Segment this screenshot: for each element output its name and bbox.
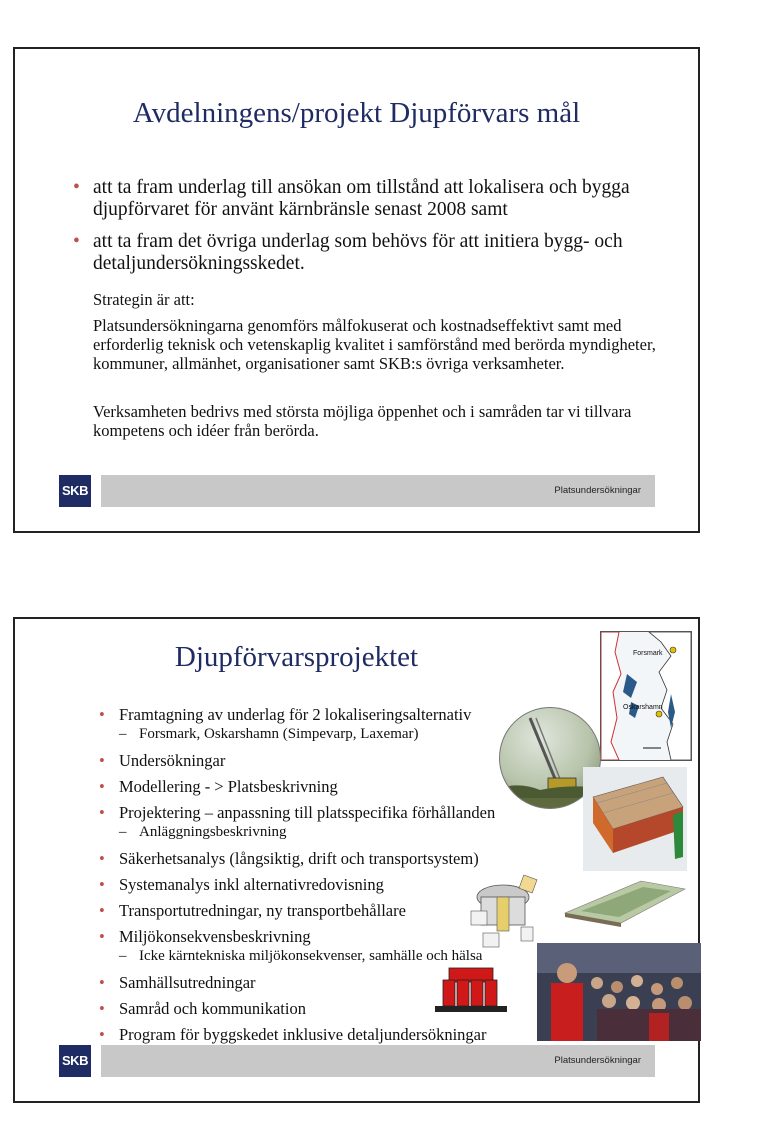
slide-2-title: Djupförvarsprojektet — [174, 641, 419, 673]
slide-1-bullet — [73, 231, 663, 275]
paragraph-2: Verksamheten bedrivs med största möjliga öppenhet och i samråden tar vi tillvara kompetens och idéer från berörda. — [93, 402, 632, 440]
map-label-oskarshamn: Oskarshamn — [623, 704, 663, 711]
bullet-dot-icon: • — [99, 973, 105, 992]
canister-handling-illustration — [463, 867, 549, 951]
bullet-dot-icon: • — [99, 1025, 105, 1044]
list-item — [99, 1025, 559, 1044]
list-item — [99, 751, 559, 770]
dash-icon: – — [119, 824, 127, 840]
footer-text: Platsundersökningar — [554, 1055, 641, 1066]
bullet-dot-icon: • — [99, 901, 105, 920]
bullet-dot-icon: • — [99, 777, 105, 796]
slide-1-bullet-list — [73, 177, 663, 285]
bullet-text: Forsmark, Oskarshamn (Simpevarp, Laxemar) — [139, 726, 419, 742]
bullet-text: att ta fram det övriga underlag som behövs för att initiera bygg- och detaljundersökningsskedet. — [93, 231, 623, 274]
sweden-map-image — [600, 631, 692, 761]
bullet-dot-icon: • — [99, 705, 105, 724]
bullet-text: Modellering - > Platsbeskrivning — [119, 777, 338, 796]
bullet-text: Framtagning av underlag för 2 lokaliseringsalternativ — [119, 705, 472, 724]
bullet-text: Säkerhetsanalys (långsiktig, drift och transportsystem) — [119, 849, 479, 868]
slide-1-title: Avdelningens/projekt Djupförvars mål — [132, 97, 581, 129]
map-label-forsmark: Forsmark — [633, 650, 663, 657]
bullet-dot-icon: • — [99, 751, 105, 770]
bullet-dot-icon: • — [99, 999, 105, 1018]
bullet-dot-icon: • — [99, 803, 105, 822]
list-item — [99, 777, 559, 796]
bullet-text: Systemanalys inkl alternativredovisning — [119, 875, 384, 894]
bullet-text: att ta fram underlag till ansökan om tillstånd att lokalisera och bygga djupförvaret för använt kärnbränsle senast 2008 samt — [93, 177, 630, 220]
bullet-dot-icon: • — [99, 927, 105, 946]
dash-icon: – — [119, 726, 127, 742]
geological-model-image — [583, 767, 687, 871]
slide-2 — [13, 617, 700, 1103]
bullet-dot-icon: • — [99, 849, 105, 868]
list-item — [99, 705, 559, 724]
bullet-text: Icke kärntekniska miljökonsekvenser, samhälle och hälsa — [139, 948, 483, 964]
bullet-text: Anläggningsbeskrivning — [139, 824, 287, 840]
bullet-text: Program för byggskedet inklusive detaljundersökningar — [119, 1025, 487, 1044]
skb-logo: SKB — [59, 1045, 91, 1077]
list-item — [99, 849, 559, 868]
bullet-dot-icon: • — [73, 177, 80, 198]
skb-logo: SKB — [59, 475, 91, 507]
strategy-heading: Strategin är att: — [93, 290, 195, 309]
bullet-text: Samråd och kommunikation — [119, 999, 306, 1018]
audience-photo — [537, 943, 701, 1041]
sub-bullet — [99, 823, 559, 842]
footer-text: Platsundersökningar — [554, 485, 641, 496]
list-item — [99, 803, 559, 822]
seating-illustration — [435, 966, 507, 1018]
footer-bar — [101, 475, 655, 507]
footer-bar — [101, 1045, 655, 1077]
terrain-model-image — [561, 873, 687, 929]
bullet-dot-icon: • — [99, 875, 105, 894]
dash-icon: – — [119, 948, 127, 964]
bullet-dot-icon: • — [73, 231, 80, 252]
slide-1-bullet — [73, 177, 663, 221]
bullet-text: Miljökonsekvensbeskrivning — [119, 927, 311, 946]
paragraph-1: Platsundersökningarna genomförs målfokuserat och kostnadseffektivt samt med erforderlig teknisk och vetenskaplig kvalitet i samförstånd med berörda myndigheter, kommuner, allmänhet, organisationer samt SKB:s övriga verksamheter. — [93, 316, 656, 373]
bullet-text: Projektering – anpassning till platsspecifika förhållanden — [119, 803, 496, 822]
slide-1 — [13, 47, 700, 533]
bullet-text: Transportutredningar, ny transportbehållare — [119, 901, 406, 920]
bullet-text: Samhällsutredningar — [119, 973, 256, 992]
bullet-text: Undersökningar — [119, 751, 226, 770]
sub-bullet — [99, 725, 559, 744]
